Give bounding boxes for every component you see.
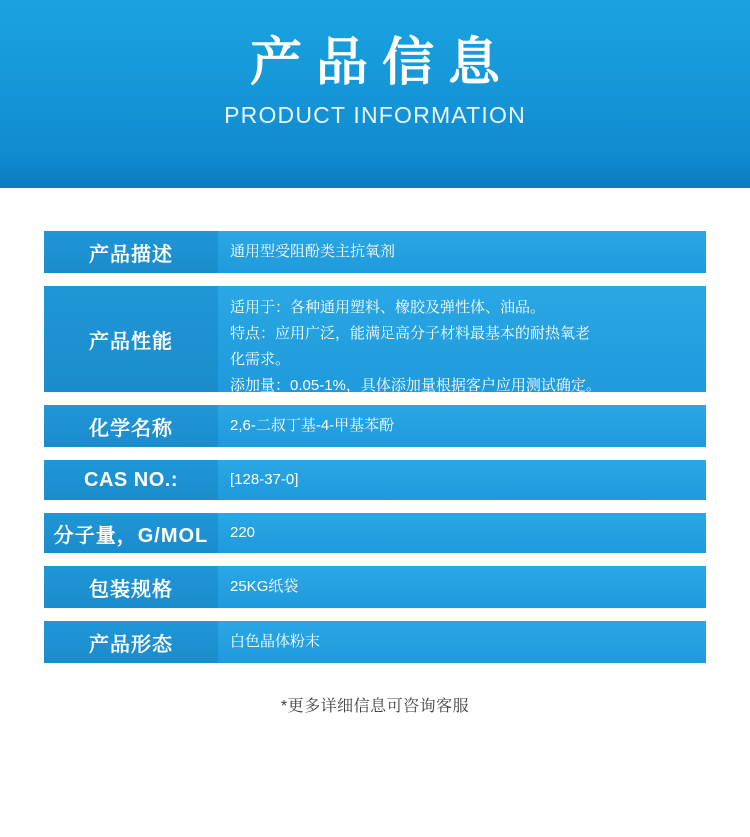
value-line: 2,6-二叔丁基-4-甲基苯酚 — [230, 417, 395, 434]
page-subtitle: PRODUCT INFORMATION — [224, 101, 526, 128]
value-line: 化需求。 — [230, 351, 291, 368]
row-value-product-form — [218, 621, 706, 663]
row-label-product-description: 产品描述 — [44, 231, 218, 273]
row-label-product-performance: 产品性能 — [44, 286, 218, 392]
page-title: 产品信息 — [249, 33, 514, 93]
value-line: 通用型受阻酚类主抗氧剂 — [230, 243, 396, 260]
row-label-molecular-weight: 分子量，G/MOL — [44, 513, 218, 553]
page-header-banner — [0, 0, 750, 188]
row-value-packaging — [218, 566, 706, 608]
value-line: 适用于：各种通用塑料、橡胶及弹性体、油品。 — [230, 299, 546, 316]
row-label-chemical-name: 化学名称 — [44, 405, 218, 447]
row-value-product-performance — [218, 286, 706, 392]
row-label-packaging: 包装规格 — [44, 566, 218, 608]
banner-text-block — [0, 0, 750, 129]
table-row — [44, 460, 706, 500]
value-line: 25KG纸袋 — [230, 578, 299, 595]
value-line: [128-37-0] — [230, 471, 299, 488]
row-value-molecular-weight — [218, 513, 706, 553]
table-row — [44, 513, 706, 553]
table-row — [44, 566, 706, 608]
value-line: 白色晶体粉末 — [230, 633, 321, 650]
specification-table — [0, 188, 750, 663]
row-value-cas-no — [218, 460, 706, 500]
row-label-product-form: 产品形态 — [44, 621, 218, 663]
table-row — [44, 286, 706, 392]
row-value-product-description — [218, 231, 706, 273]
row-label-cas-no: CAS NO.: — [44, 460, 218, 500]
footnote-text: *更多详细信息可咨询客服 — [280, 698, 470, 715]
value-line: 220 — [230, 524, 256, 541]
table-row — [44, 405, 706, 447]
row-value-chemical-name — [218, 405, 706, 447]
value-line: 特点：应用广泛，能满足高分子材料最基本的耐热氧老 — [230, 325, 591, 342]
table-row — [44, 231, 706, 273]
table-row — [44, 621, 706, 663]
value-line: 添加量：0.05-1%，具体添加量根据客户应用测试确定。 — [230, 377, 601, 394]
